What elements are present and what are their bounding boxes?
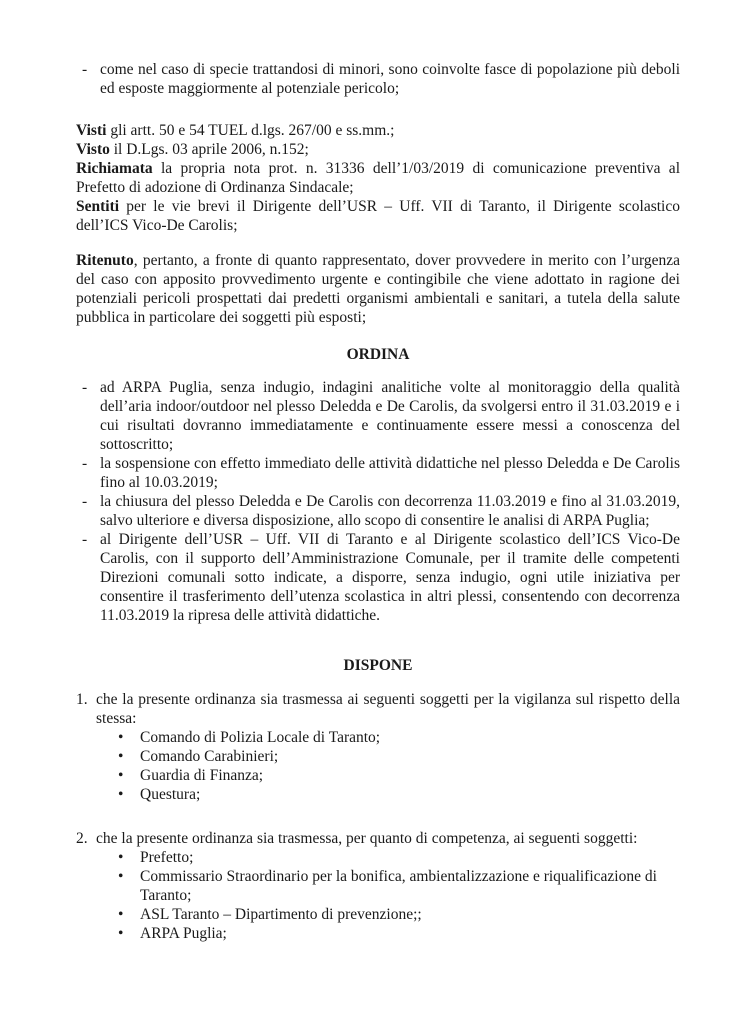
item-text: che la presente ordinanza sia trasmessa ai seguenti soggetti per la vigilanza sul rispetto della stessa: [96,691,680,727]
intro-list [70,60,680,98]
item-number: 2. [76,830,88,847]
list-item: • Commissario Straordinario per la bonifica, ambientalizzazione e riqualificazione di Taranto; [96,867,680,905]
list-item: • Comando Carabinieri; [96,747,680,766]
recipient-list [96,848,680,943]
richiamata-text: la propria nota prot. n. 31336 dell’1/03/2019 di comunicazione preventiva al Prefetto di adozione di Ordinanza Sindacale; [76,160,680,196]
list-item: • Guardia di Finanza; [96,766,680,785]
sentiti-label: Sentiti [76,198,120,215]
ordina-heading: ORDINA [346,346,410,363]
item-text: che la presente ordinanza sia trasmessa, per quanto di competenza, ai seguenti soggetti: [96,830,638,847]
ordina-list [70,378,680,625]
sentiti-text: per le vie brevi il Dirigente dell’USR – Uff. VII di Taranto, il Dirigente scolastico dell’ICS Vico-De Carolis; [76,198,680,234]
richiamata-label: Richiamata [76,160,153,177]
intro-item: - come nel caso di specie trattandosi di minori, sono coinvolte fasce di popolazione più deboli ed esposte maggiormente al potenziale pericolo; [70,60,680,98]
visti-label: Visti [76,122,107,139]
visto-label: Visto [76,141,110,158]
ordina-item: - la chiusura del plesso Deledda e De Carolis con decorrenza 11.03.2019 e fino al 31.03.2019, salvo ulteriore e diversa disposizione, allo scopo di consentire le analisi di ARPA Puglia; [70,492,680,530]
list-item: • Questura; [96,785,680,804]
recipient-list [96,728,680,804]
dispone-heading: DISPONE [343,657,413,674]
dispone-list-2 [76,829,680,943]
list-item: • Prefetto; [96,848,680,867]
visti-block [76,121,680,235]
visti-text: gli artt. 50 e 54 TUEL d.lgs. 267/00 e ss.mm.; [106,122,395,139]
ordina-item: - al Dirigente dell’USR – Uff. VII di Taranto e al Dirigente scolastico dell’ICS Vico-De Carolis, con il supporto dell’Amministrazione Comunale, per il tramite delle competenti Direzioni comunali sotto indicate, a disporre, senza indugio, ogni utile iniziativa per consentire il trasferimento dell’utenza scolastica in altri plessi, consentendo con decorrenza 11.03.2019 la ripresa delle attività didattiche. [70,530,680,625]
visto-text: il D.Lgs. 03 aprile 2006, n.152; [109,141,309,158]
ritenuto-paragraph [76,251,680,327]
dispone-item-2 [76,829,680,943]
list-item: • Comando di Polizia Locale di Taranto; [96,728,680,747]
dispone-list [76,690,680,804]
dispone-item-1 [76,690,680,804]
ordina-item: - ad ARPA Puglia, senza indugio, indagini analitiche volte al monitoraggio della qualità dell’aria indoor/outdoor nel plesso Deledda e De Carolis, da svolgersi entro il 31.03.2019 e i cui risultati dovranno immediatamente e continuamente essere messi a conoscenza del sottoscritto; [70,378,680,454]
ritenuto-text: , pertanto, a fronte di quanto rappresentato, dover provvedere in merito con l’urgenza del caso con apposito provvedimento urgente e contingibile che viene adottato in ragione dei potenziali pericoli prospettati dai predetti organismi ambientali e sanitari, a tutela della salute pubblica in particolare dei soggetti più esposti; [76,252,680,326]
ordina-item: - la sospensione con effetto immediato delle attività didattiche nel plesso Deledda e De Carolis fino al 10.03.2019; [70,454,680,492]
list-item: • ASL Taranto – Dipartimento di prevenzione;; [96,905,680,924]
ritenuto-label: Ritenuto [76,252,134,269]
item-number: 1. [76,691,88,708]
list-item: • ARPA Puglia; [96,924,680,943]
